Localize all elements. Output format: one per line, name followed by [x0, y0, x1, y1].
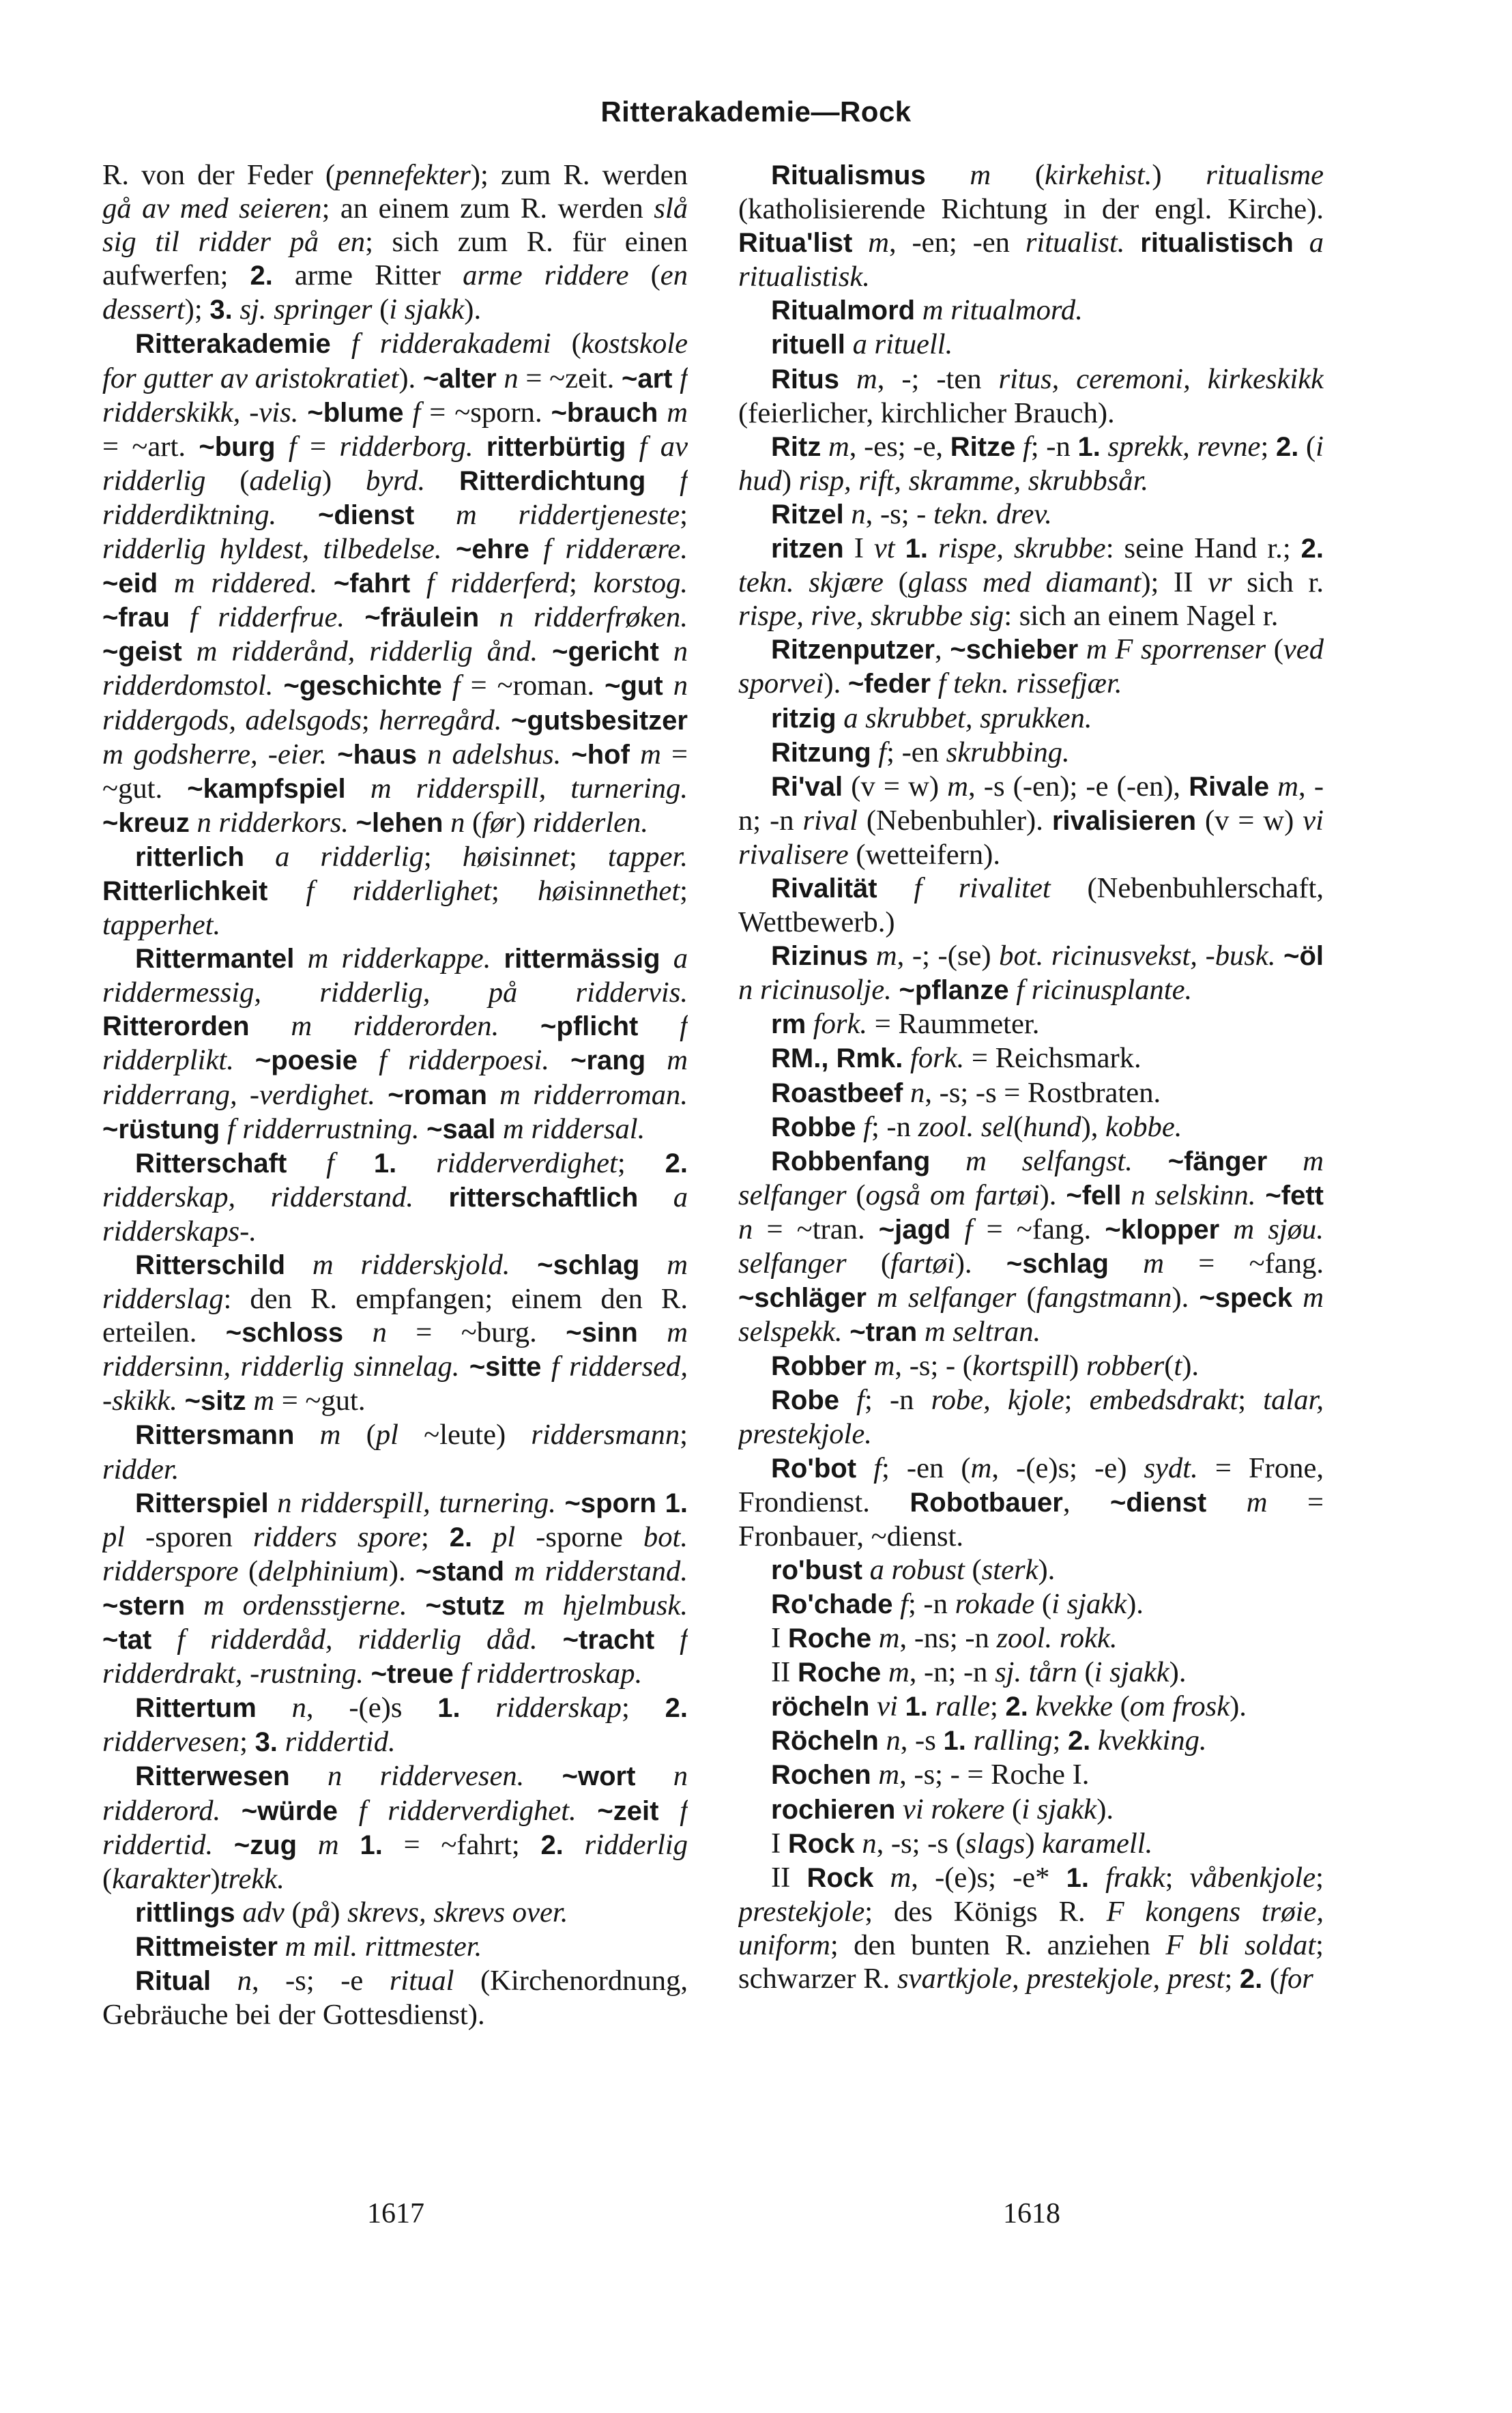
dictionary-entry: Robe f; -n robe, kjole; embedsdrakt; talar, prestekjole. — [738, 1384, 1324, 1451]
running-head: Ritterakademie—Rock — [600, 96, 912, 128]
dictionary-entry: R. von der Feder (pennefekter); zum R. werden gå av med seieren; an einem zum R. werden slå sig til ridder på en; sich zum R. für einen aufwerfen; 2. arme Ritter arme riddere (en dessert); 3. sj. springer (i sjakk). — [102, 159, 688, 326]
dictionary-entry: Rittmeister m mil. rittmester. — [135, 1930, 482, 1963]
dictionary-entry: Rittersmann m (pl ~leute) riddersmann; ridder. — [102, 1419, 688, 1486]
dictionary-entry: I Rock n, -s; -s (slags) karamell. — [771, 1827, 1153, 1860]
dictionary-entry: I Roche m, -ns; -n zool. rokk. — [771, 1622, 1118, 1655]
left-column — [102, 158, 688, 2178]
dictionary-entry: Robbe f; -n zool. sel(hund), kobbe. — [771, 1110, 1182, 1143]
dictionary-entry: Ro'bot f; -en (m, -(e)s; -e) sydt. = Frone, Frondienst. Robotbauer, ~dienst m = Fronbauer, ~dienst. — [738, 1451, 1324, 1552]
dictionary-entry: Rochen m, -s; - = Roche I. — [771, 1759, 1090, 1791]
page-number-right: 1618 — [1003, 2198, 1060, 2229]
dictionary-entry: Ritzel n, -s; - tekn. drev. — [771, 497, 1052, 530]
dictionary-entry: Rittertum n, -(e)s 1. ridderskap; 2. riddervesen; 3. riddertid. — [102, 1692, 688, 1759]
dictionary-entry: II Rock m, -(e)s; -e* 1. frakk; våbenkjole; prestekjole; des Königs R. F kongens trøie, uniform; den bunten R. anziehen F bli soldat; schwarzer R. svartkjole, prestekjole, prest; 2. (for — [738, 1861, 1324, 1995]
page-number-left: 1617 — [367, 2198, 424, 2229]
dictionary-entry: Rizinus m, -; -(se) bot. ricinusvekst, -busk. ~öl n ricinusolje. ~pflanze f ricinusplante. — [738, 940, 1324, 1007]
dictionary-entry: ritterlich a ridderlig; høisinnet; tapper. Ritterlichkeit f ridderlighet; høisinnethet; tapperhet. — [102, 840, 688, 942]
dictionary-entry: Ritualmord m ritualmord. — [771, 294, 1083, 327]
dictionary-entry: rituell a rituell. — [771, 328, 953, 361]
dictionary-entry: Ritual n, -s; -e ritual (Kirchenordnung, Gebräuche bei der Gottesdienst). — [102, 1964, 688, 2032]
dictionary-entry: RM., Rmk. fork. = Reichsmark. — [771, 1042, 1142, 1075]
dictionary-entry: Robbenfang m selfangst. ~fänger m selfanger (også om fartøi). ~fell n selskinn. ~fett n = ~tran. ~jagd f = ~fang. ~klopper m sjøu. selfanger (fartøi). ~schlag m = ~fang. ~schläger m selfanger (fangstmann). ~speck m selspekk. ~tran m seltran. — [738, 1144, 1324, 1348]
dictionary-entry: Robber m, -s; - (kortspill) robber(t). — [771, 1350, 1200, 1383]
dictionary-entry: Ritterakademie f ridderakademi (kostskole for gutter av aristokratiet). ~alter n = ~zeit. ~art f ridderskikk, -vis. ~blume f = ~sporn. ~brauch m = ~art. ~burg f = ridderborg. ritterbürtig f av ridderlig (adelig) byrd. Ritterdichtung f ridderdiktning. ~dienst m riddertjeneste; ridderlig hyldest, tilbedelse. ~ehre f ridderære. ~eid m riddered. ~fahrt f ridderferd; korstog. ~frau f ridderfrue. ~fräulein n ridderfrøken. ~geist m ridderånd, ridderlig ånd. ~gericht n ridderdomstol. ~geschichte f = ~roman. ~gut n riddergods, adelsgods; herregård. ~gutsbesitzer m godsherre, -eier. ~haus n adelshus. ~hof m = ~gut. ~kampfspiel m ridderspill, turnering. ~kreuz n ridderkors. ~lehen n (før) ridderlen. — [102, 328, 688, 839]
dictionary-entry: rochieren vi rokere (i sjakk). — [771, 1793, 1114, 1825]
dictionary-entry: Ritualismus m (kirkehist.) ritualisme (katholisierende Richtung in der engl. Kirche). Ritua'list m, -en; -en ritualist. ritualistisch a ritualistisk. — [738, 159, 1324, 293]
dictionary-entry: ritzig a skrubbet, sprukken. — [771, 702, 1092, 734]
dictionary-entry: Ritzenputzer, ~schieber m F sporrenser (ved sporvei). ~feder f tekn. rissefjær. — [738, 633, 1324, 700]
dictionary-entry: Ritterschaft f 1. ridderverdighet; 2. ridderskap, ridderstand. ritterschaftlich a ridderskaps-. — [102, 1146, 688, 1247]
dictionary-entry: Ritzung f; -en skrubbing. — [771, 736, 1070, 768]
dictionary-entry: Ritus m, -; -ten ritus, ceremoni, kirkeskikk (feierlicher, kirchlicher Brauch). — [738, 362, 1324, 429]
dictionary-entry: Ro'chade f; -n rokade (i sjakk). — [771, 1587, 1144, 1620]
dictionary-entry: II Roche m, -n; -n sj. tårn (i sjakk). — [771, 1656, 1187, 1689]
dictionary-entry: röcheln vi 1. ralle; 2. kvekke (om frosk). — [771, 1690, 1247, 1723]
dictionary-entry: rm fork. = Raummeter. — [771, 1008, 1040, 1041]
dictionary-entry: Rittermantel m ridderkappe. rittermässig a riddermessig, ridderlig, på riddervis. Ritterorden m ridderorden. ~pflicht f ridderplikt. ~poesie f ridderpoesi. ~rang m ridderrang, -verdighet. ~roman m ridderroman. ~rüstung f ridderrustning. ~saal m riddersal. — [102, 942, 688, 1145]
dictionary-entry: Ritterschild m ridderskjold. ~schlag m ridderslag: den R. empfangen; einem den R. erteilen. ~schloss n = ~burg. ~sinn m riddersinn, ridderlig sinnelag. ~sitte f riddersed, -skikk. ~sitz m = ~gut. — [102, 1249, 688, 1417]
dictionary-entry: Roastbeef n, -s; -s = Rostbraten. — [771, 1076, 1161, 1109]
dictionary-entry: Ritterwesen n riddervesen. ~wort n ridderord. ~würde f ridderverdighet. ~zeit f riddertid. ~zug m 1. = ~fahrt; 2. ridderlig (karakter)trekk. — [102, 1760, 688, 1895]
dictionary-entry: Ritz m, -es; -e, Ritze f; -n 1. sprekk, revne; 2. (i hud) risp, rift, skramme, skrubbsår. — [738, 430, 1324, 497]
dictionary-entry: Ri'val (v = w) m, -s (-en); -e (-en), Rivale m, -n; -n rival (Nebenbuhler). rivalisieren (v = w) vi rivalisere (wetteifern). — [738, 770, 1324, 871]
right-column — [738, 158, 1324, 2178]
dictionary-entry: ritzen I vt 1. rispe, skrubbe: seine Hand r.; 2. tekn. skjære (glass med diamant); II vr sich r. rispe, rive, skrubbe sig: sich an einem Nagel r. — [738, 532, 1324, 633]
dictionary-entry: ro'bust a robust (sterk). — [771, 1553, 1056, 1586]
dictionary-entry: Rivalität f rivalitet (Nebenbuhlerschaft, Wettbewerb.) — [738, 871, 1324, 939]
dictionary-entry: Ritterspiel n ridderspill, turnering. ~sporn 1. pl -sporen ridders spore; 2. pl -sporne bot. ridderspore (delphinium). ~stand m ridderstand. ~stern m ordensstjerne. ~stutz m hjelmbusk. ~tat f ridderdåd, ridderlig dåd. ~tracht f ridderdrakt, -rustning. ~treue f riddertroskap. — [102, 1486, 688, 1690]
dictionary-entry: Röcheln n, -s 1. ralling; 2. kvekking. — [771, 1724, 1207, 1757]
dictionary-entry: rittlings adv (på) skrevs, skrevs over. — [135, 1896, 568, 1928]
